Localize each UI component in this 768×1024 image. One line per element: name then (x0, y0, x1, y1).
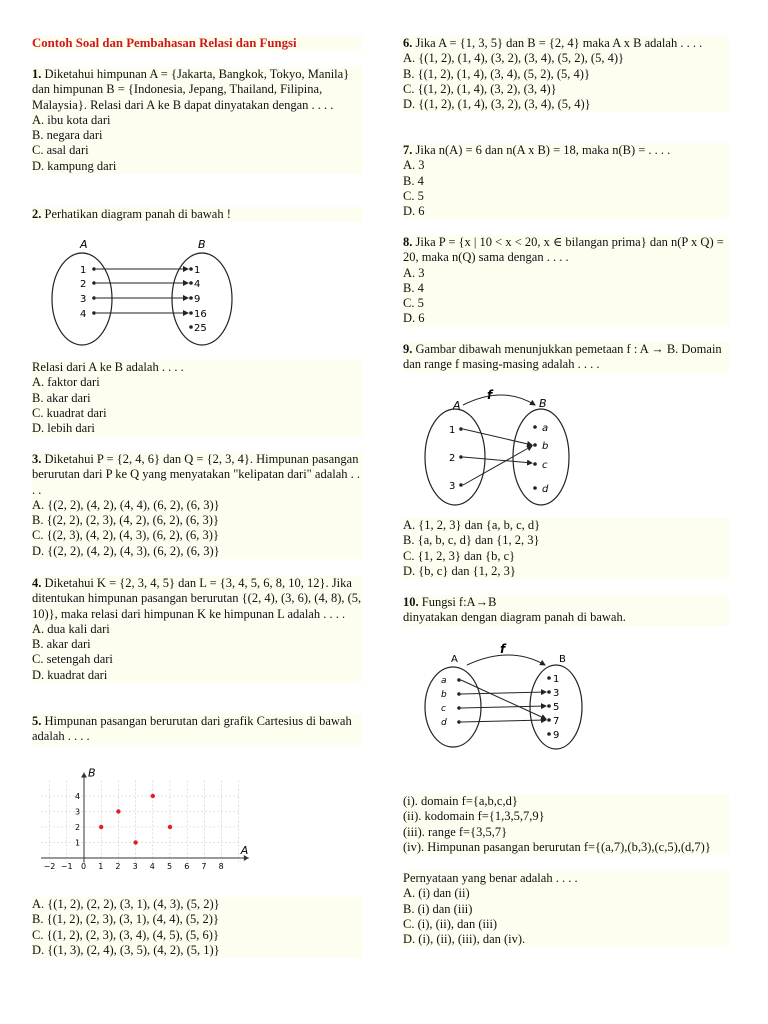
x-tick-label: 0 (81, 862, 87, 871)
y-axis-label: B (88, 766, 96, 780)
set-a-label: A (453, 399, 461, 412)
function-f-label: f (487, 388, 493, 402)
question-text: 2. Perhatikan diagram panah di bawah ! (32, 207, 231, 221)
option[interactable]: D. {b, c} dan {1, 2, 3} (403, 563, 516, 578)
option[interactable]: B. {(2, 2), (2, 3), (4, 2), (6, 2), (6, 3)} (32, 513, 219, 528)
question-10 (403, 595, 729, 626)
statement: (i). domain f={a,b,c,d} (403, 794, 518, 808)
question-prompt: Pernyataan yang benar adalah . . . . (403, 871, 578, 885)
option[interactable]: D. kampung dari (32, 158, 117, 173)
x-tick-label: 2 (115, 862, 121, 871)
question-9 (403, 342, 729, 373)
a-a: a (441, 676, 447, 686)
data-point (99, 825, 103, 829)
option[interactable]: B. {(1, 2), (2, 3), (3, 1), (4, 4), (5, 2)} (32, 912, 219, 927)
option[interactable]: A. 3 (403, 265, 425, 280)
a-3: 3 (449, 481, 456, 492)
option[interactable]: D. (i), (ii), (iii), dan (iv). (403, 932, 526, 947)
set-b-label: B (559, 654, 566, 665)
a-2: 2 (80, 279, 87, 290)
question-text: 9. Gambar dibawah menunjukkan pemetaan f : A → B. Domain dan range f masing-masing adalah . . . . (403, 342, 722, 372)
set-b-label: B (198, 238, 206, 251)
b-2: 4 (194, 279, 201, 290)
question-text: 7. Jika n(A) = 6 dan n(A x B) = 18, maka n(B) = . . . . (403, 143, 671, 157)
option[interactable]: B. akar dari (32, 390, 91, 405)
option[interactable]: A. {(1, 2), (2, 2), (3, 1), (4, 3), (5, 2)} (32, 897, 220, 911)
question-10-options (403, 871, 729, 947)
b-c: c (542, 460, 548, 471)
option[interactable]: D. {(2, 2), (4, 2), (4, 3), (6, 2), (6, 3)} (32, 543, 220, 558)
statement: (ii). kodomain f={1,3,5,7,9} (403, 809, 545, 824)
x-tick-label: −2 (43, 862, 56, 871)
a-1: 1 (80, 265, 87, 276)
x-tick-label: 5 (167, 862, 173, 871)
y-axis-arrow (81, 773, 87, 778)
option[interactable]: C. asal dari (32, 143, 89, 158)
option[interactable]: C. {(1, 2), (1, 4), (3, 2), (3, 4)} (403, 81, 557, 96)
option[interactable]: B. negara dari (32, 128, 103, 143)
arrow-diagram-q2 (36, 235, 244, 355)
b-9: 9 (553, 730, 560, 741)
statement: (iii). range f={3,5,7} (403, 824, 508, 839)
question-text: 1. Diketahui himpunan A = {Jakarta, Bangkok, Tokyo, Manila} dan himpunan B = {Indonesia, Jepang, Thailand, Filipina, Malaysia}. Relasi dari A ke B dapat dinyatakan dengan . . . . (32, 67, 350, 112)
question-10-statements (403, 794, 729, 855)
x-tick-label: 7 (201, 862, 207, 871)
x-tick-label: 3 (132, 862, 138, 871)
option[interactable]: A. {(2, 2), (4, 2), (4, 4), (6, 2), (6, 3)} (32, 497, 220, 512)
option[interactable]: C. kuadrat dari (32, 405, 107, 420)
b-a: a (542, 423, 549, 434)
option[interactable]: C. {(1, 2), (2, 3), (3, 4), (4, 5), (5, 6)} (32, 927, 219, 942)
option[interactable]: A. faktor dari (32, 375, 100, 390)
a-2: 2 (449, 453, 456, 464)
y-tick-label: 3 (75, 807, 81, 817)
x-tick-label: 1 (98, 862, 104, 871)
question-6 (403, 36, 729, 112)
question-8 (403, 235, 729, 327)
option[interactable]: A. 3 (403, 158, 425, 173)
a-1: 1 (449, 425, 456, 436)
question-text: 6. Jika A = {1, 3, 5} dan B = {2, 4} maka A x B adalah . . . . (403, 36, 703, 50)
page-title: Contoh Soal dan Pembahasan Relasi dan Fungsi (32, 36, 362, 51)
option[interactable]: B. akar dari (32, 637, 91, 652)
set-a-label: A (80, 238, 88, 251)
option[interactable]: A. dua kali dari (32, 621, 110, 636)
question-text: 4. Diketahui K = {2, 3, 4, 5} dan L = {3, 4, 5, 6, 8, 10, 12}. Jika ditentukan himpunan pasangan berurutan {(2, 4), (3, 6), (4, 8), (5, 10)}, maka relasi dari himpunan K ke himpunan L adalah . . . . (32, 576, 362, 621)
b-3: 9 (194, 294, 201, 305)
option[interactable]: D. 6 (403, 204, 425, 219)
x-axis-label: A (240, 844, 249, 857)
x-tick-label: 4 (149, 862, 155, 871)
y-tick-label: 2 (75, 823, 81, 832)
question-text-2: dinyatakan dengan diagram panah di bawah. (403, 610, 626, 625)
question-2-options (32, 360, 362, 436)
x-tick-label: 6 (184, 862, 190, 871)
question-prompt: Relasi dari A ke B adalah . . . . (32, 360, 184, 374)
b-3: 3 (553, 688, 560, 699)
question-text: 3. Diketahui P = {2, 4, 6} dan Q = {2, 3, 4}. Himpunan pasangan berurutan dari P ke Q yang menyatakan "kelipatan dari" adalah . . . . (32, 452, 361, 497)
option[interactable]: B. (i) dan (iii) (403, 901, 473, 916)
option[interactable]: A. {(1, 2), (1, 4), (3, 2), (3, 4), (5, 2), (5, 4)} (403, 51, 624, 66)
question-7 (403, 143, 729, 219)
a-3: 3 (80, 294, 87, 305)
a-d: d (441, 718, 447, 728)
x-tick-label: −1 (60, 862, 73, 871)
question-3 (32, 452, 362, 559)
option[interactable]: D. lebih dari (32, 421, 95, 436)
b-5: 5 (553, 702, 560, 713)
option[interactable]: C. setengah dari (32, 652, 113, 667)
set-a-label: A (451, 654, 458, 665)
option[interactable]: D. {(1, 2), (1, 4), (3, 2), (3, 4), (5, 4)} (403, 97, 591, 112)
b-1: 1 (194, 265, 201, 276)
set-b-label: B (539, 397, 547, 410)
question-4 (32, 576, 362, 683)
b-5: 25 (194, 323, 207, 334)
question-9-options (403, 518, 729, 579)
option[interactable]: B. 4 (403, 280, 424, 295)
option[interactable]: B. 4 (403, 173, 424, 188)
question-2 (32, 207, 362, 222)
option[interactable]: D. kuadrat dari (32, 667, 108, 682)
option[interactable]: C. (i), (ii), dan (iii) (403, 916, 498, 931)
question-5-options (32, 897, 362, 958)
option[interactable]: C. {(2, 3), (4, 2), (4, 3), (6, 2), (6, 3)} (32, 528, 219, 543)
option[interactable]: C. 5 (403, 296, 424, 311)
data-point (133, 840, 137, 844)
question-text: 10. Fungsi f:A→B (403, 595, 497, 609)
data-point (116, 809, 120, 813)
y-tick-label: 4 (75, 792, 81, 801)
option[interactable]: B. {a, b, c, d} dan {1, 2, 3} (403, 533, 540, 548)
option[interactable]: C. 5 (403, 188, 424, 203)
arrow-diagram-q9 (415, 383, 575, 511)
arrow-diagram-q10 (415, 643, 585, 751)
b-4: 16 (194, 309, 207, 320)
option[interactable]: A. ibu kota dari (32, 112, 111, 127)
option[interactable]: D. {(1, 3), (2, 4), (3, 5), (4, 2), (5, 1)} (32, 942, 220, 957)
b-7: 7 (553, 716, 560, 727)
x-tick-label: 8 (218, 862, 224, 871)
option[interactable]: C. {1, 2, 3} dan {b, c} (403, 548, 516, 563)
b-d: d (542, 484, 549, 495)
question-1 (32, 67, 362, 174)
option[interactable]: A. (i) dan (ii) (403, 886, 470, 901)
function-f-label: f (500, 643, 506, 656)
question-5 (32, 714, 362, 745)
a-b: b (441, 690, 447, 700)
a-c: c (441, 704, 446, 714)
statement: (iv). Himpunan pasangan berurutan f={(a,7),(b,3),(c,5),(d,7)} (403, 839, 711, 854)
question-text: 5. Himpunan pasangan berurutan dari grafik Cartesius di bawah adalah . . . . (32, 714, 352, 744)
option[interactable]: B. {(1, 2), (1, 4), (3, 4), (5, 2), (5, 4)} (403, 66, 590, 81)
cartesian-chart (36, 758, 264, 876)
data-point (151, 794, 155, 798)
a-4: 4 (80, 309, 87, 320)
question-text: 8. Jika P = {x | 10 < x < 20, x ∈ bilangan prima} dan n(P x Q) = 20, maka n(Q) sama dengan . . . . (403, 235, 724, 265)
option[interactable]: A. {1, 2, 3} dan {a, b, c, d} (403, 518, 541, 532)
y-tick-label: 1 (75, 838, 81, 848)
b-1: 1 (553, 674, 560, 685)
b-b: b (542, 441, 549, 452)
option[interactable]: D. 6 (403, 311, 425, 326)
data-point (168, 825, 172, 829)
